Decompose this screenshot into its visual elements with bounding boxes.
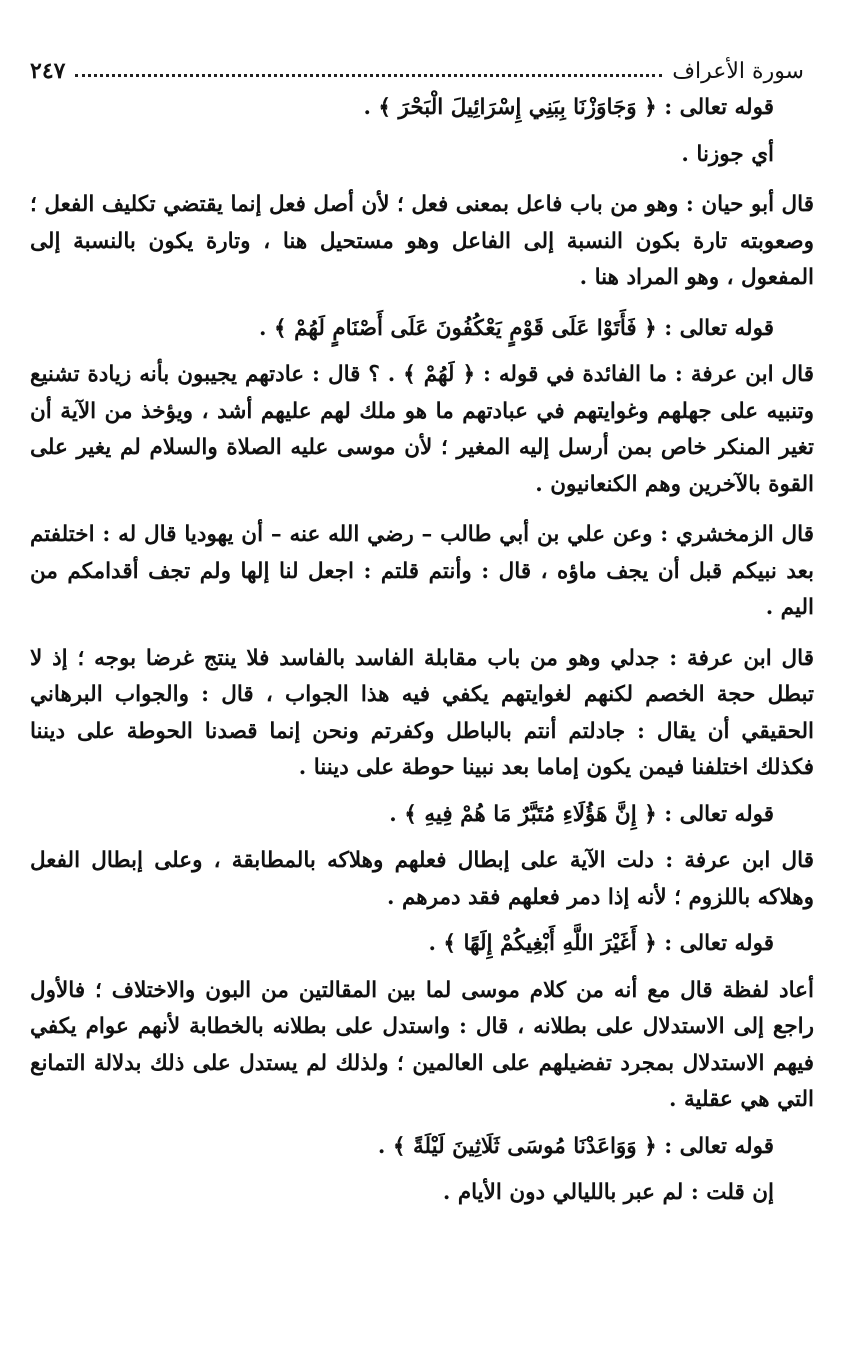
commentary-paragraph: قال الزمخشري : وعن علي بن أبي طالب – رضي الله عنه – أن يهوديا قال له : اختلفتم بعد نبيكم قبل أن يجف ماؤه ، قال : وأنتم قلتم : اجعل لنا إلها ولم تجف أقدامكم من اليم . — [30, 522, 814, 620]
verse-heading: قوله تعالى : ﴿ أَغَيْرَ اللَّهِ أَبْغِيكُمْ إِلَهًا ﴾ . — [428, 931, 774, 956]
page-number: ٢٤٧ — [30, 58, 66, 84]
commentary-paragraph: قال أبو حيان : وهو من باب فاعل بمعنى فعل ؛ لأن أصل فعل إنما يقتضي تكليف الفعل ؛ وصعوبته تارة بكون النسبة إلى الفاعل وهو مستحيل هنا ، وتارة يكون بالنسبة إلى المفعول ، وهو المراد هنا . — [30, 192, 814, 290]
page-header — [30, 54, 804, 88]
commentary-paragraph: قال ابن عرفة : جدلي وهو من باب مقابلة الفاسد بالفاسد فلا ينتج غرضا بوجه ؛ إذ لا تبطل حجة الخصم لكنهم لغوايتهم يكفي فيه هذا الجواب ، قال : والجواب البرهاني الحقيقي أن يقال : جادلتم أنتم بالباطل وكفرتم ونحن إنما قصدنا الحوطة على ديننا فكذلك اختلفنا فيمن يكون إماما بعد نبينا حوطة على ديننا . — [30, 645, 815, 780]
commentary-paragraph: أعاد لفظة قال مع أنه من كلام موسى لما بين المقالتين من البون والاختلاف ؛ فالأول راجع إلى الاستدلال على بطلانه ، قال : واستدل على بطلانه بالخطابة لأنهم عوام يكفي فيهم الاستدلال بمجرد تفضيلهم على العالمين ؛ ولذلك لم يستدل على ذلك بدلالة التمانع التي هي عقلية . — [30, 977, 814, 1112]
commentary-line: إن قلت : لم عبر بالليالي دون الأيام . — [442, 1180, 774, 1205]
commentary-paragraph: قال ابن عرفة : دلت الآية على إبطال فعلهم وهلاكه بالمطابقة ، وعلى إبطال الفعل وهلاكه باللزوم ؛ لأنه إذا دمر فعلهم فقد دمرهم . — [30, 848, 814, 910]
verse-heading: قوله تعالى : ﴿ إِنَّ هَؤُلَاءِ مُتَبَّرٌ مَا هُمْ فِيهِ ﴾ . — [389, 801, 774, 827]
commentary-paragraph: قال ابن عرفة : ما الفائدة في قوله : ﴿ لَهُمْ ﴾ . ؟ قال : عادتهم يجيبون بأنه زيادة تشنيع وتنبيه على جهلهم وغوايتهم في عبادتهم ما هو ملك لهم عليهم أشد ، ويؤخذ من الآية أن تغير المنكر خاص بمن أرسل إليه المغير ؛ لأن موسى عليه الصلاة والسلام لم يغير على القوة بالآخرين وهم الكنعانيون . — [30, 362, 814, 497]
verse-heading: قوله تعالى : ﴿ وَجَاوَزْنَا بِبَنِي إِسْرَائِيلَ الْبَحْرَ ﴾ . — [363, 95, 774, 120]
page-body — [30, 90, 814, 1212]
verse-heading: قوله تعالى : ﴿ وَوَاعَدْنَا مُوسَى ثَلَاثِينَ لَيْلَةً ﴾ . — [377, 1133, 774, 1159]
surah-title: سورة الأعراف — [672, 58, 804, 84]
header-dotted-leader — [75, 74, 662, 77]
verse-heading: قوله تعالى : ﴿ فَأَتَوْا عَلَى قَوْمٍ يَعْكُفُونَ عَلَى أَصْنَامٍ لَهُمْ ﴾ . — [259, 315, 774, 341]
commentary-line: أي جوزنا . — [681, 141, 774, 167]
